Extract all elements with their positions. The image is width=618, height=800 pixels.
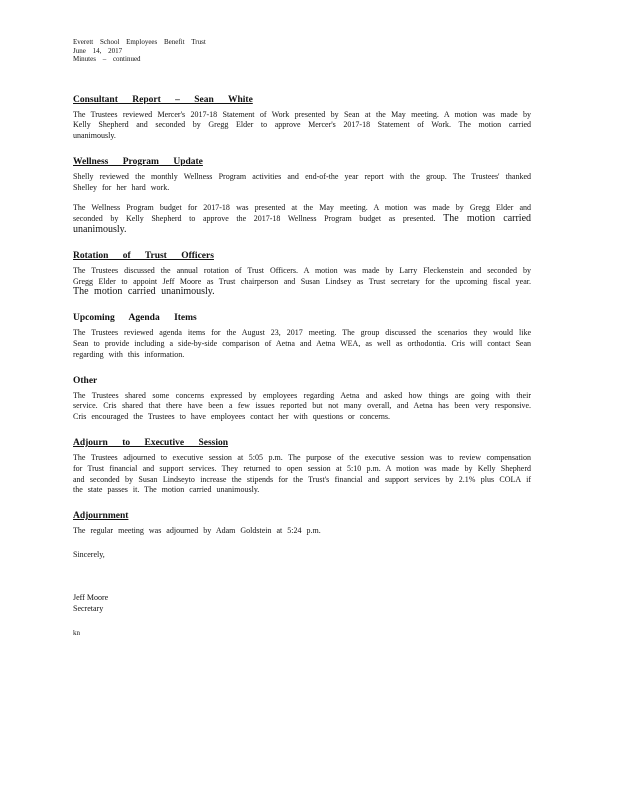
wellness-budget-text: The Wellness Program budget for 2017-18 was presented at the May meeting. A motion was made by Gregg Elder and seconded by Kelly Shepherd to approve the 2017-18 Wellness Program budget as presented. [73,203,531,224]
rotation-body [73,266,531,298]
executive-session-section [73,437,531,496]
trust-name: Everett School Employees Benefit Trust [73,38,206,46]
typist-initials: kn [73,629,80,638]
rotation-text: The Trustees discussed the annual rotation of Trust Officers. A motion was made by Larry Fleckenstein and seconded by Gregg Elder to appoint Jeff Moore as Trust chairperson and Susan Lindsey as Trust secretary for the upcoming fiscal year. [73,265,531,286]
wellness-program-heading: Wellness Program Update [73,156,203,167]
executive-session-heading: Adjourn to Executive Session [73,438,229,449]
other-body: The Trustees shared some concerns expressed by employees regarding Aetna and asked how things are going with their service. Cris shared that there have been a few issues reported but not many overall, and Aetna has been very responsive. Cris encouraged the Trustees to have employees contact her with questions or concerns. [73,390,531,422]
rotation-section [73,250,531,298]
signer-title: Secretary [73,604,104,614]
rotation-motion-result: The motion carried unanimously. [73,286,215,298]
wellness-program-body-2 [73,203,531,235]
salutation: Sincerely, [73,550,105,560]
minutes-page [73,38,531,639]
wellness-motion-result: The motion carried unanimously. [73,213,532,236]
agenda-heading: Upcoming Agenda Items [73,313,197,324]
agenda-section [73,312,531,360]
consultant-report-heading: Consultant Report – Sean White [73,94,253,105]
consultant-report-body: The Trustees reviewed Mercer's 2017-18 Statement of Work presented by Sean at the May meeting. A motion was made by Kelly Shepherd and seconded by Gregg Elder to approve Mercer's 2017-18 Statement of Work. The motion carried unanimously. [73,109,531,141]
consultant-report-section [73,94,531,142]
meeting-date: June 14, 2017 [73,46,123,55]
document-header [73,38,531,64]
wellness-program-section [73,156,531,236]
minutes-continued-label: Minutes – continued [73,55,141,63]
executive-session-body: The Trustees adjourned to executive session at 5:05 p.m. The purpose of the executive session was to review compensation for Trust financial and support services. They returned to open session at 5:10 p.m. A motion was made by Kelly Shepherd and seconded by Susan Lindseyto increase the stipends for the Trust's financial and support services by 2.1% plus COLA if the state passes it. The motion carried unanimously. [73,453,531,495]
rotation-heading: Rotation of Trust Officers [73,250,214,261]
adjournment-heading: Adjournment [73,511,129,522]
adjournment-body: The regular meeting was adjourned by Adam Goldstein at 5:24 p.m. [73,526,321,536]
agenda-body: The Trustees reviewed agenda items for the August 23, 2017 meeting. The group discussed the scenarios they would like Sean to provide including a side-by-side comparison of Aetna and Aetna WEA, as well as orthodontia. Cris will contact Sean regarding with this information. [73,328,531,359]
other-heading: Other [73,375,98,386]
wellness-program-body-1: Shelly reviewed the monthly Wellness Program activities and end-of-the year report with the group. The Trustees' thanked Shelley for her hard work. [73,171,531,192]
adjournment-section [73,510,531,537]
signature-block [73,592,531,614]
signer-name: Jeff Moore [73,593,109,603]
other-section [73,375,531,423]
